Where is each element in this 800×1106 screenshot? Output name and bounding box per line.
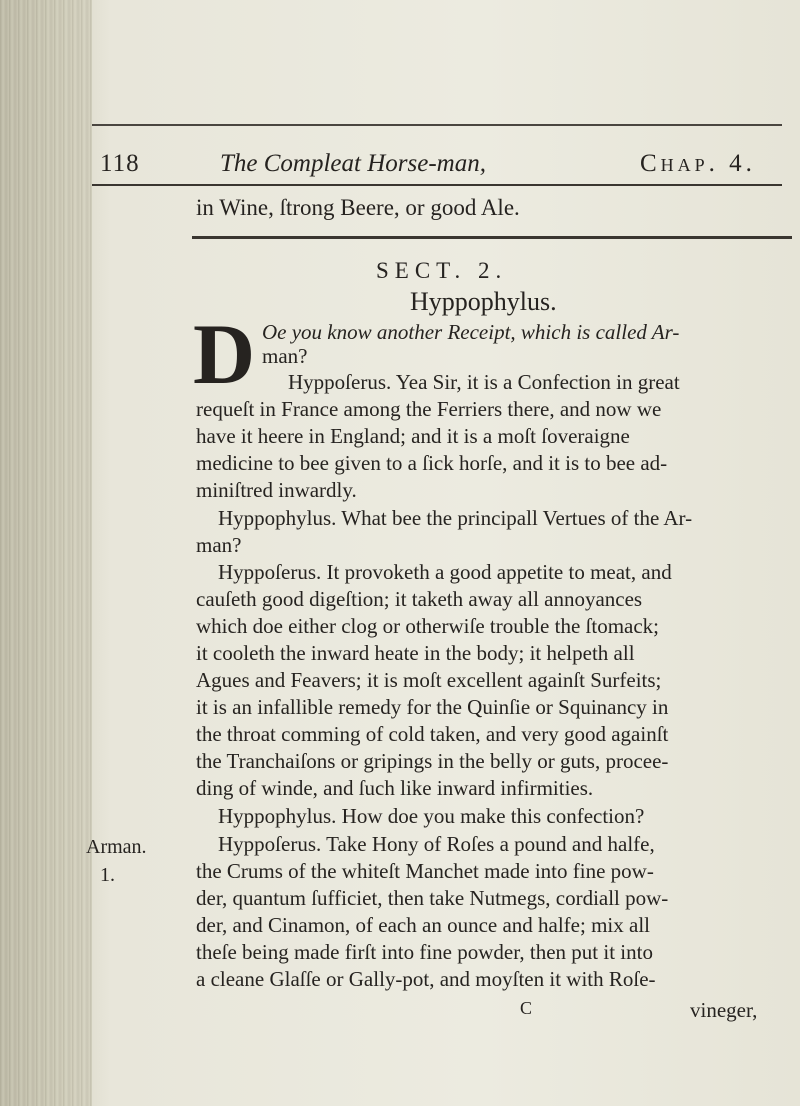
top-border-rule [92,124,782,126]
text-line: theſe being made firſt into fine powder, then put it into [196,940,653,964]
text-line: it is an infallible remedy for the Quinſie or Squinancy in [196,695,669,719]
section-title: SECT. 2. [376,258,508,283]
text-line: cauſeth good digeſtion; it taketh away all annoyances [196,587,643,611]
text-line: ding of winde, and ſuch like inward infirmities. [196,776,594,800]
text-line: a cleane Glaſſe or Gally-pot, and moyſten it with Roſe- [196,967,656,991]
section-speaker: Hyppophylus. [410,287,557,316]
text-line: Hyppophylus. What bee the principall Vertues of the Ar- [218,506,693,530]
drop-cap: D [192,306,256,402]
margin-note-number: 1. [100,864,115,886]
continuation-line: in Wine, ſtrong Beere, or good Ale. [196,195,520,220]
text-line: requeſt in France among the Ferriers there, and now we [196,397,662,421]
header-rule [92,184,782,186]
running-head: The Compleat Horse-man, [220,150,486,177]
text-line: it cooleth the inward heate in the body; it helpeth all [196,641,635,665]
text-line: have it heere in England; and it is a moſt ſoveraigne [196,424,630,448]
text-line: the Crums of the whiteſt Manchet made into fine pow- [196,859,654,883]
text-line: der, and Cinamon, of each an ounce and halfe; mix all [196,913,650,937]
text-line: Oe you know another Receipt, which is called Ar- [262,320,680,344]
page-gutter [0,0,92,1106]
text-line: the Tranchaiſons or gripings in the belly or guts, procee- [196,749,669,773]
section-rule [192,236,792,239]
text-line: which doe either clog or otherwiſe trouble the ſtomack; [196,614,660,638]
margin-note: Arman. [86,836,147,858]
signature-mark: C [520,998,533,1018]
text-line: Hyppoſerus. It provoketh a good appetite to meat, and [218,560,672,584]
chapter-label: Chap. 4. [640,150,756,177]
page-number: 118 [100,150,140,177]
text-line: man? [262,344,308,368]
text-line: der, quantum ſufficiet, then take Nutmegs, cordiall pow- [196,886,669,910]
catchword: vineger, [690,998,758,1022]
text-line: Hyppoſerus. Take Hony of Roſes a pound and halfe, [218,832,655,856]
text-line: miniſtred inwardly. [196,478,357,502]
text-line: Hyppoſerus. Yea Sir, it is a Confection in great [288,370,680,394]
text-line: the throat comming of cold taken, and very good againſt [196,722,669,746]
text-line: Hyppophylus. How doe you make this confection? [218,804,645,828]
text-line: medicine to bee given to a ſick horſe, and it is to bee ad- [196,451,668,475]
text-line: man? [196,533,242,557]
text-line: Agues and Feavers; it is moſt excellent againſt Surfeits; [196,668,662,692]
